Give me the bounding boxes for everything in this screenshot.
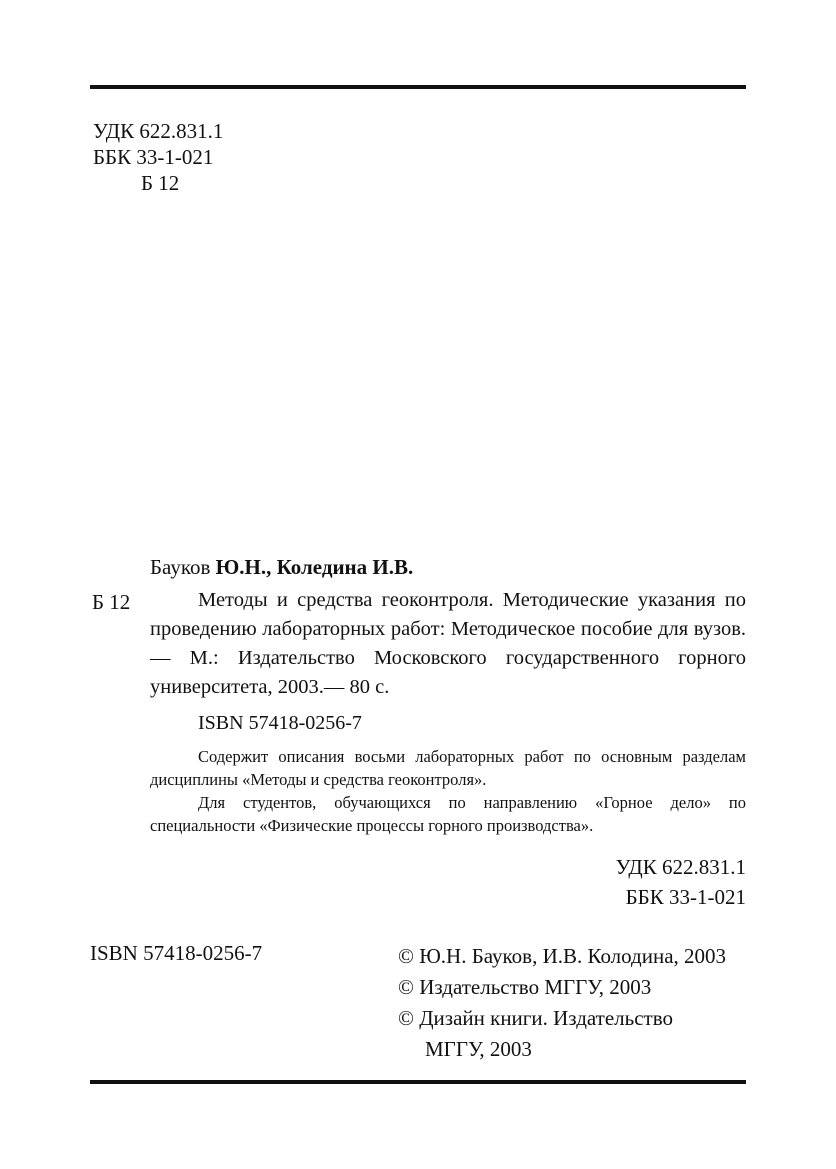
copyright-design: © Дизайн книги. Издательство bbox=[398, 1006, 674, 1030]
abstract-paragraph-1: Содержит описания восьми лабораторных работ по основным разделам дисциплины «Методы и средства геоконтроля». bbox=[150, 747, 746, 789]
top-rule bbox=[90, 85, 746, 89]
bbk-code-bottom: ББК 33-1-021 bbox=[625, 885, 746, 909]
bbk-code: ББК 33-1-021 bbox=[93, 145, 214, 169]
copyright-design-cont: МГГУ, 2003 bbox=[425, 1037, 532, 1061]
abstract bbox=[150, 745, 746, 837]
udk-code-bottom: УДК 622.831.1 bbox=[615, 855, 746, 879]
author-mark: Б 12 bbox=[141, 171, 180, 195]
bottom-rule bbox=[90, 1080, 746, 1084]
isbn-bottom: ISBN 57418-0256-7 bbox=[90, 941, 263, 965]
copyright-block bbox=[398, 941, 726, 1065]
bibliographic-description: Методы и средства геоконтроля. Методические указания по проведению лабораторных работ: Методическое пособие для вузов. — М.: Издательство Московского государственного горного университета, 2003.— 80 с. bbox=[150, 589, 746, 698]
copyright-authors: © Ю.Н. Бауков, И.В. Колодина, 2003 bbox=[398, 944, 727, 968]
author-surname: Бауков bbox=[150, 555, 211, 579]
udk-code: УДК 622.831.1 bbox=[93, 119, 224, 143]
classification-block-bottom bbox=[616, 852, 746, 912]
isbn-middle: ISBN 57418-0256-7 bbox=[198, 712, 362, 734]
copyright-publisher: © Издательство МГГУ, 2003 bbox=[398, 975, 652, 999]
author-names: Ю.Н., Коледина И.В. bbox=[210, 555, 414, 579]
authors-line bbox=[150, 555, 413, 580]
entry-author-mark: Б 12 bbox=[92, 590, 131, 614]
abstract-paragraph-2: Для студентов, обучающихся по направлению «Горное дело» по специальности «Физические процессы горного производства». bbox=[150, 793, 746, 835]
classification-block-top bbox=[93, 118, 223, 196]
